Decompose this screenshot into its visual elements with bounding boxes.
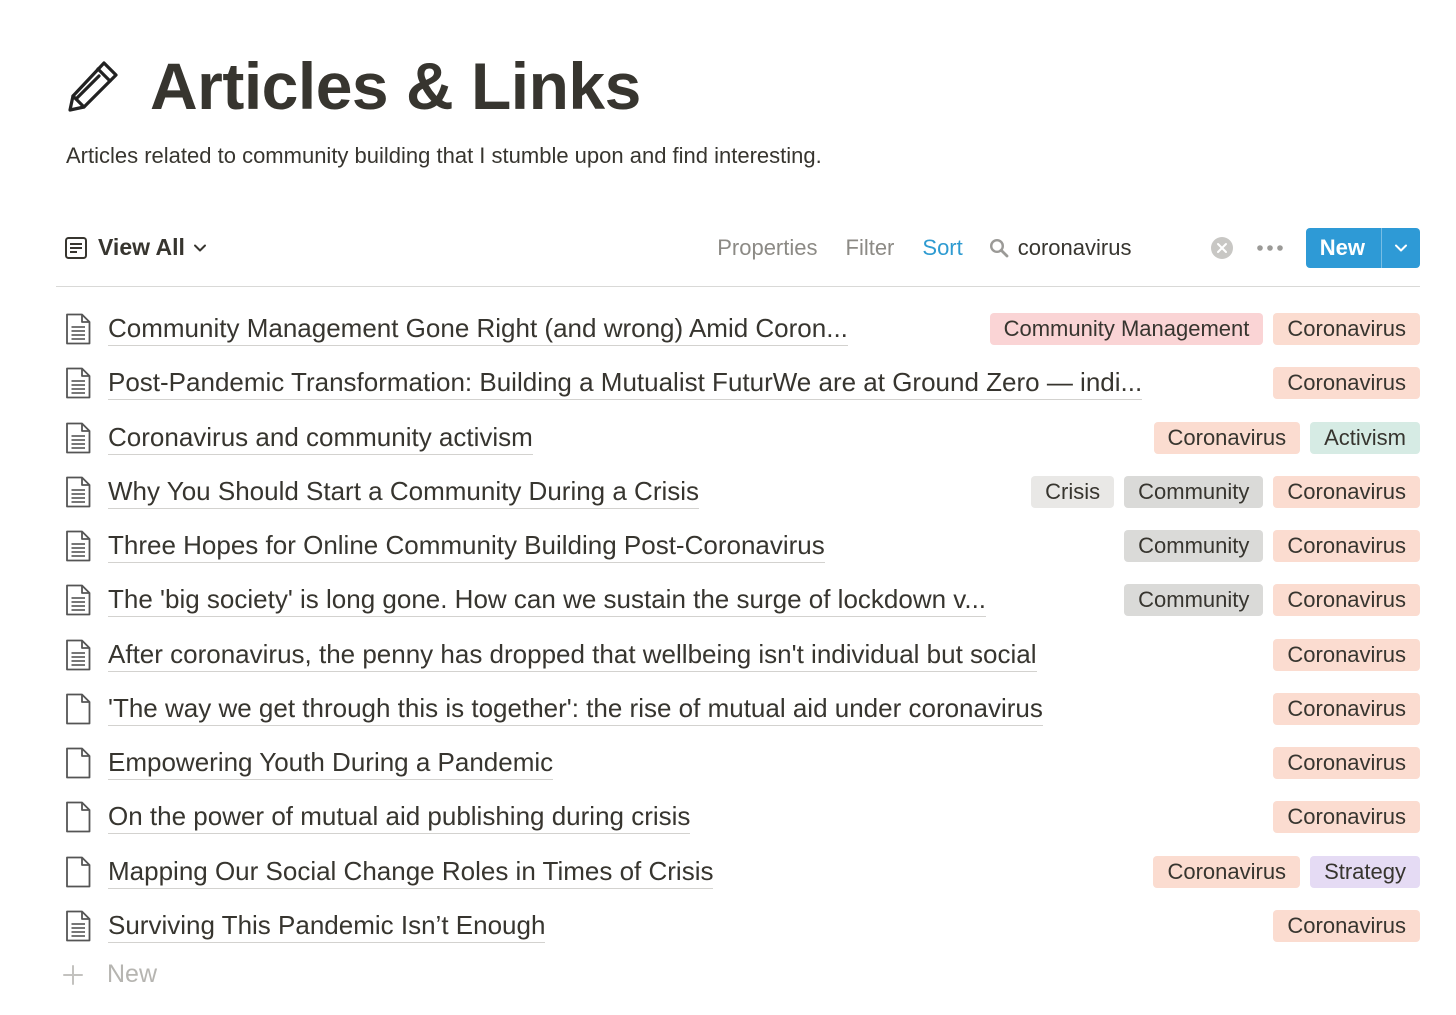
row-title[interactable]: Post-Pandemic Transformation: Building a Mutualist FuturWe are at Ground Zero — indi... [108, 366, 1142, 400]
new-button-label[interactable]: New [1319, 235, 1365, 260]
tag-badge: Community [1124, 530, 1263, 562]
tag-badge: Coronavirus [1154, 422, 1301, 454]
row-tags [956, 313, 1420, 345]
record-list [56, 302, 1420, 953]
list-view-icon [64, 236, 88, 260]
document-icon [64, 476, 92, 508]
clear-search-icon[interactable] [1210, 236, 1234, 260]
tag-badge: Coronavirus [1273, 910, 1420, 942]
table-row[interactable] [56, 519, 1420, 573]
document-icon [64, 584, 92, 616]
tag-badge: Crisis [1031, 476, 1114, 508]
page-header [64, 48, 641, 124]
tag-badge: Community [1124, 476, 1263, 508]
table-row[interactable] [56, 736, 1420, 790]
tag-badge: Coronavirus [1273, 693, 1420, 725]
row-title[interactable]: Community Management Gone Right (and wrong) Amid Coron... [108, 312, 848, 346]
new-record-button[interactable] [1306, 228, 1420, 268]
row-title[interactable]: Why You Should Start a Community During a Crisis [108, 475, 699, 509]
table-row[interactable] [56, 682, 1420, 736]
row-title[interactable]: After coronavirus, the penny has dropped that wellbeing isn't individual but social [108, 638, 1037, 672]
table-row[interactable] [56, 790, 1420, 844]
row-title[interactable]: The 'big society' is long gone. How can we sustain the surge of lockdown v... [108, 583, 986, 617]
table-row[interactable] [56, 845, 1420, 899]
row-title[interactable]: On the power of mutual aid publishing during crisis [108, 800, 690, 834]
row-title[interactable]: 'The way we get through this is together': the rise of mutual aid under coronavirus [108, 692, 1043, 726]
blank-document-icon [64, 856, 92, 888]
row-title[interactable]: Empowering Youth During a Pandemic [108, 746, 553, 780]
row-tags [1119, 856, 1420, 888]
chevron-down-icon [1394, 241, 1408, 255]
database-toolbar [56, 224, 1420, 287]
row-tags [1090, 584, 1420, 616]
tag-badge: Coronavirus [1153, 856, 1300, 888]
row-title[interactable]: Surviving This Pandemic Isn’t Enough [108, 909, 545, 943]
tag-badge: Coronavirus [1273, 747, 1420, 779]
row-title[interactable]: Three Hopes for Online Community Building Post-Coronavirus [108, 529, 825, 563]
table-row[interactable] [56, 465, 1420, 519]
row-tags [1090, 530, 1420, 562]
search-box [989, 235, 1188, 261]
blank-document-icon [64, 747, 92, 779]
tag-badge: Coronavirus [1273, 639, 1420, 671]
filter-button[interactable]: Filter [845, 235, 895, 260]
tag-badge: Community [1124, 584, 1263, 616]
row-tags [1120, 422, 1421, 454]
view-switcher[interactable] [64, 234, 207, 261]
chevron-down-icon [193, 241, 207, 255]
search-icon [989, 238, 1009, 258]
blank-document-icon [64, 801, 92, 833]
row-tags [1239, 367, 1420, 399]
document-icon [64, 639, 92, 671]
view-label: View All [98, 234, 185, 260]
document-icon [64, 530, 92, 562]
tag-badge: Coronavirus [1273, 584, 1420, 616]
row-tags [1239, 801, 1420, 833]
table-row[interactable] [56, 628, 1420, 682]
table-row[interactable] [56, 302, 1420, 356]
document-icon [64, 422, 92, 454]
row-tags [997, 476, 1420, 508]
row-tags [1239, 639, 1420, 671]
table-row[interactable] [56, 356, 1420, 410]
table-row[interactable] [56, 899, 1420, 953]
new-button-dropdown[interactable] [1381, 228, 1420, 268]
pencil-icon[interactable] [64, 57, 122, 115]
add-new-row[interactable] [62, 960, 157, 989]
more-options-icon[interactable] [1256, 243, 1284, 253]
tag-badge: Coronavirus [1273, 367, 1420, 399]
document-icon [64, 367, 92, 399]
page-description[interactable]: Articles related to community building that I stumble upon and find interesting. [66, 143, 822, 168]
document-icon [64, 313, 92, 345]
tag-badge: Activism [1310, 422, 1420, 454]
tag-badge: Coronavirus [1273, 313, 1420, 345]
tag-badge: Coronavirus [1273, 801, 1420, 833]
search-input[interactable] [1018, 235, 1188, 261]
tag-badge: Coronavirus [1273, 530, 1420, 562]
row-title[interactable]: Coronavirus and community activism [108, 421, 533, 455]
row-tags [1239, 910, 1420, 942]
row-tags [1239, 747, 1420, 779]
row-tags [1239, 693, 1420, 725]
document-icon [64, 910, 92, 942]
row-title[interactable]: Mapping Our Social Change Roles in Times of Crisis [108, 855, 713, 889]
table-row[interactable] [56, 573, 1420, 627]
tag-badge: Coronavirus [1273, 476, 1420, 508]
plus-icon [62, 964, 84, 986]
properties-button[interactable]: Properties [717, 235, 818, 260]
sort-button[interactable]: Sort [922, 235, 963, 260]
tag-badge: Strategy [1310, 856, 1420, 888]
toolbar-actions [717, 228, 1420, 268]
blank-document-icon [64, 693, 92, 725]
add-new-label: New [107, 960, 158, 988]
tag-badge: Community Management [990, 313, 1264, 345]
table-row[interactable] [56, 411, 1420, 465]
page-title[interactable]: Articles & Links [150, 49, 641, 123]
